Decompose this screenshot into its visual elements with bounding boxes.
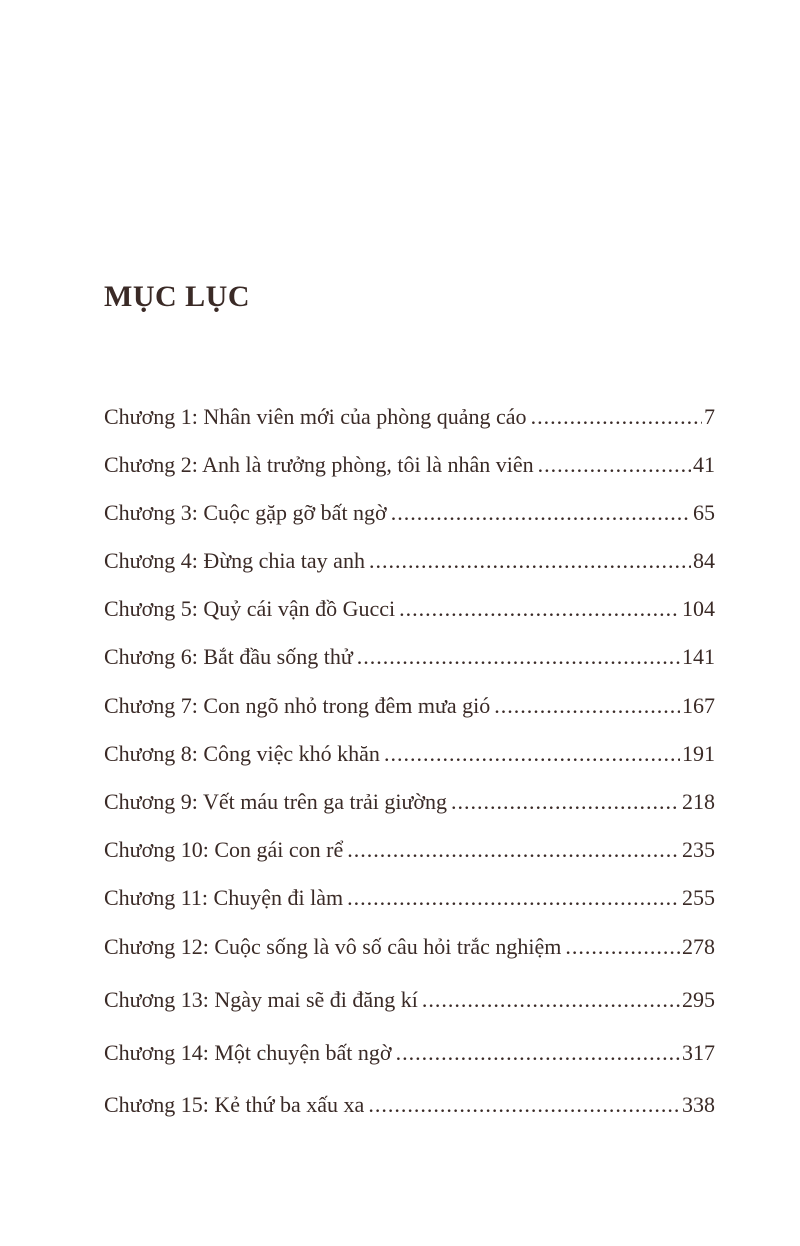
toc-dot-leader — [357, 639, 680, 675]
toc-dot-leader — [538, 447, 691, 483]
toc-entry — [104, 495, 715, 531]
toc-entry-label: Chương 9: Vết máu trên ga trải giường — [104, 789, 448, 814]
toc-dot-leader — [422, 982, 680, 1018]
toc-entry-page-number: 278 — [682, 934, 715, 959]
toc-entry-page-number: 65 — [693, 500, 715, 525]
toc-entry — [104, 1087, 715, 1123]
toc-dot-leader — [494, 688, 680, 724]
toc-dot-leader — [347, 880, 680, 916]
toc-entry — [104, 591, 715, 627]
toc-entry — [104, 784, 715, 820]
toc-entry-page-number: 338 — [682, 1092, 715, 1117]
toc-entry — [104, 832, 715, 868]
toc-dot-leader — [384, 736, 680, 772]
toc-entry — [104, 399, 715, 435]
toc-entry-label: Chương 8: Công việc khó khăn — [104, 741, 380, 766]
toc-dot-leader — [368, 1087, 680, 1123]
toc-entry-label: Chương 3: Cuộc gặp gỡ bất ngờ — [104, 500, 387, 525]
toc-dot-leader — [369, 543, 691, 579]
toc-entry-page-number: 317 — [682, 1040, 715, 1065]
toc-dot-leader — [531, 399, 702, 435]
toc-entry-page-number: 104 — [682, 596, 715, 621]
toc-entry — [104, 543, 715, 579]
toc-dot-leader — [565, 929, 680, 965]
toc-entry-label: Chương 5: Quỷ cái vận đồ Gucci — [104, 596, 396, 621]
toc-entry-label: Chương 14: Một chuyện bất ngờ — [104, 1040, 392, 1065]
toc-entry-page-number: 235 — [682, 837, 715, 862]
toc-entry-page-number: 7 — [704, 404, 715, 429]
toc-dot-leader — [347, 832, 680, 868]
toc-entry-label: Chương 13: Ngày mai sẽ đi đăng kí — [104, 987, 418, 1012]
toc-entry-page-number: 218 — [682, 789, 715, 814]
toc-dot-leader — [391, 495, 691, 531]
toc-entry-label: Chương 1: Nhân viên mới của phòng quảng cáo — [104, 404, 527, 429]
toc-entry-page-number: 41 — [693, 452, 715, 477]
toc-entry-page-number: 141 — [682, 644, 715, 669]
toc-entry — [104, 639, 715, 675]
toc-entry-label: Chương 15: Kẻ thứ ba xấu xa — [104, 1092, 365, 1117]
toc-entry-page-number: 255 — [682, 885, 715, 910]
toc-entry-label: Chương 10: Con gái con rể — [104, 837, 344, 862]
toc-dot-leader — [451, 784, 680, 820]
toc-entry-label: Chương 4: Đừng chia tay anh — [104, 548, 365, 573]
toc-entry-page-number: 191 — [682, 741, 715, 766]
toc-entry-page-number: 167 — [682, 693, 715, 718]
toc-entry — [104, 736, 715, 772]
toc-entry — [104, 929, 715, 965]
toc-dot-leader — [396, 1035, 680, 1071]
toc-entry-label: Chương 6: Bắt đầu sống thử — [104, 644, 353, 669]
toc-entry-page-number: 84 — [693, 548, 715, 573]
toc-entry-page-number: 295 — [682, 987, 715, 1012]
toc-entry — [104, 688, 715, 724]
toc-entry — [104, 982, 715, 1018]
page-title: MỤC LỤC — [104, 280, 250, 313]
toc-entry-label: Chương 12: Cuộc sống là vô số câu hỏi trắc nghiệm — [104, 934, 562, 959]
toc-entry — [104, 880, 715, 916]
toc-entry — [104, 447, 715, 483]
toc-entry-label: Chương 11: Chuyện đi làm — [104, 885, 344, 910]
toc-entry-label: Chương 7: Con ngõ nhỏ trong đêm mưa gió — [104, 693, 491, 718]
toc-entry — [104, 1035, 715, 1071]
toc-dot-leader — [399, 591, 680, 627]
toc-entry-label: Chương 2: Anh là trưởng phòng, tôi là nhân viên — [104, 452, 534, 477]
